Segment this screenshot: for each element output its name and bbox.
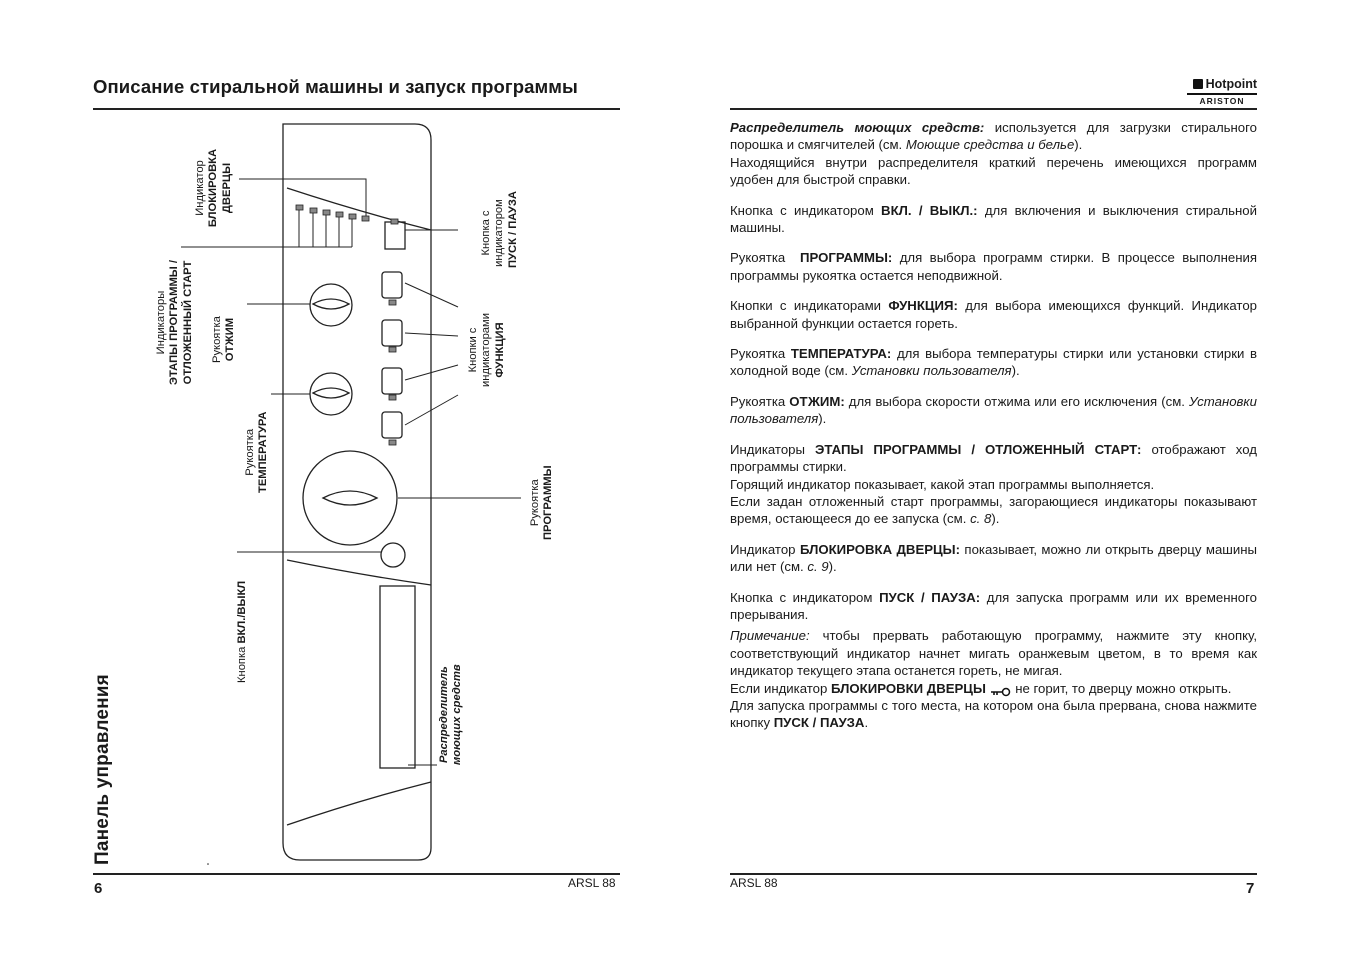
paragraph-function: Кнопки с индикаторами ФУНКЦИЯ: для выбора имеющихся функций. Индикатор выбранной функции остается гореть. [730,298,1257,331]
paragraph-door-lock: Индикатор БЛОКИРОВКА ДВЕРЦЫ: показывает, можно ли открыть дверцу машины или нет (см. с. 9). [730,541,1257,575]
paragraph-dispenser: Распределитель моющих средств: используется для загрузки стирального порошка и смягчителей (см. Моющие средства и белье). [730,120,1257,153]
callout-name: ПУСК / ПАУЗА [506,191,519,268]
callout-plain: Рукоятка [529,479,541,527]
brand-square-icon [1193,79,1203,89]
callout-plain: Индикаторы [155,290,167,355]
callout-plain: Индикатор [194,160,206,216]
paragraph-phases-2: Горящий индикатор показывает, какой этап программы выполняется. [730,476,1155,492]
brand-top: Hotpoint [1205,77,1257,91]
door-lock-callout [194,148,234,228]
callout-name: ФУНКЦИЯ [493,322,506,378]
paragraph-phases: Индикаторы ЭТАПЫ ПРОГРАММЫ / ОТЛОЖЕННЫЙ СТАРТ: отображают ход программы стирки. [730,441,1257,475]
paragraph-on-off: Кнопка с индикатором ВКЛ. / ВЫКЛ.: для включения и выключения стиральной машины. [730,202,1257,236]
callout-plain: Рукоятка [244,428,256,476]
key-icon [990,684,1012,694]
page-number-left: 6 [94,880,103,897]
model-right: ARSL 88 [730,876,778,890]
side-title: Панель управления [92,674,113,865]
model-left: ARSL 88 [568,876,616,890]
paragraph-spin: Рукоятка ОТЖИМ: для выбора скорости отжима или его исключения (см. Установки пользователя). [730,393,1257,427]
callout-line2: моющих средств [451,664,464,765]
callout-line1: Распределитель [438,666,450,764]
description-text [730,119,1257,732]
callout-name: ЭТАПЫ ПРОГРАММЫ / ОТЛОЖЕННЫЙ СТАРТ [168,260,194,385]
paragraph-phases-3: Если задан отложенный старт программы, загорающиеся индикаторы показывают время, остающееся до ее запуска (см. с. 8). [730,493,1257,527]
callout-name: ВКЛ./ВЫКЛ [236,580,248,644]
paragraph-dispenser-2: Находящийся внутри распределителя краткий перечень имеющихся программ удобен для быстрой справки. [730,154,1257,188]
page-title: Описание стиральной машины и запуск программы [93,76,578,97]
on-off-callout [236,581,249,683]
programme-knob-callout [529,465,556,540]
callout-plain: Кнопки с индикаторами [467,313,493,387]
callout-name: БЛОКИРОВКА ДВЕРЦЫ [207,148,233,228]
brand-logo [1187,77,1257,106]
callout-name: ПРОГРАММЫ [542,465,555,540]
spin-knob-callout [211,316,238,363]
paragraph-programme: Рукоятка ПРОГРАММЫ: для выбора программ стирки. В процессе выполнения программы рукоятка остается неподвижной. [730,250,1257,283]
paragraph-temperature: Рукоятка ТЕМПЕРАТУРА: для выбора температуры стирки или установки стирки в холодной воде (см. Установки пользователя). [730,346,1257,379]
paragraph-note-3: Для запуска программы с того места, на котором она была прервана, снова нажмите кнопку ПУСК / ПАУЗА. [730,697,1257,731]
page-number-right: 7 [1246,880,1255,897]
callout-plain: Кнопка с индикатором [480,199,506,267]
callout-name: ТЕМПЕРАТУРА [257,411,270,493]
paragraph-start-pause: Кнопка с индикатором ПУСК / ПАУЗА: для запуска программ или их временного прерывания. [730,589,1257,622]
footer-rule-left [93,873,620,875]
start-pause-callout [480,191,520,268]
paragraph-note-2: Если индикатор БЛОКИРОВКИ ДВЕРЦЫ не горит, то дверцу можно открыть. [730,680,1232,696]
dispenser-callout [438,664,465,765]
brand-bottom: ARISTON [1199,95,1245,106]
footer-rule-right [730,873,1257,875]
function-buttons-callout [467,305,507,395]
header-rule-right [730,108,1257,110]
phase-indicators-callout [155,250,195,395]
callout-plain: Кнопка [236,646,248,683]
callout-name: ОТЖИМ [224,317,237,362]
callout-plain: Рукоятка [211,316,223,363]
paragraph-note: Примечание: чтобы прервать работающую программу, нажмите эту кнопку, соответствующий индикатор начнет мигать оранжевым цветом, в то время как индикатор текущего этапа останется гореть, не мигая. [730,628,1257,679]
temperature-knob-callout [244,412,271,493]
